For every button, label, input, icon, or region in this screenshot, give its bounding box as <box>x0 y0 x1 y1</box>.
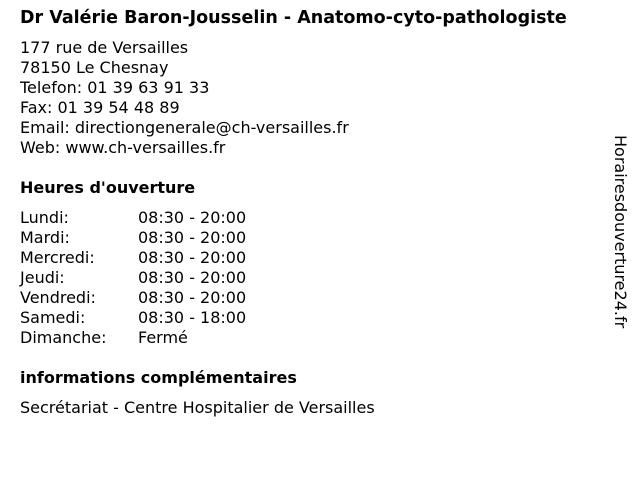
web-line: Web: www.ch-versailles.fr <box>20 138 226 157</box>
hours-time: 08:30 - 20:00 <box>138 228 247 247</box>
address-street: 177 rue de Versailles <box>20 38 189 57</box>
brand-watermark <box>610 135 630 345</box>
hours-row-tuesday <box>20 228 595 248</box>
hours-time: 08:30 - 20:00 <box>138 288 247 307</box>
opening-hours-heading: Heures d'ouverture <box>20 178 196 197</box>
hours-row-thursday <box>20 268 595 288</box>
hours-time: 08:30 - 20:00 <box>138 268 247 287</box>
hours-day: Mardi: <box>20 228 70 247</box>
brand-text: Horairesdouverture24.fr <box>611 135 630 329</box>
additional-info-text: Secrétariat - Centre Hospitalier de Versailles <box>20 398 375 417</box>
page-title: Dr Valérie Baron-Jousselin - Anatomo-cyto-pathologiste <box>20 8 567 28</box>
hours-row-friday <box>20 288 595 308</box>
hours-day: Lundi: <box>20 208 69 227</box>
hours-day: Mercredi: <box>20 248 95 267</box>
hours-time: 08:30 - 20:00 <box>138 208 247 227</box>
email-line: Email: directiongenerale@ch-versailles.fr <box>20 118 349 137</box>
hours-time: Fermé <box>138 328 188 347</box>
hours-day: Samedi: <box>20 308 86 327</box>
hours-row-wednesday <box>20 248 595 268</box>
hours-day: Jeudi: <box>20 268 65 287</box>
phone-line: Telefon: 01 39 63 91 33 <box>20 78 210 97</box>
hours-row-sunday <box>20 328 595 348</box>
hours-row-monday <box>20 208 595 228</box>
business-card <box>20 8 595 418</box>
hours-time: 08:30 - 18:00 <box>138 308 247 327</box>
hours-day: Vendredi: <box>20 288 96 307</box>
opening-hours-list <box>20 208 595 348</box>
hours-time: 08:30 - 20:00 <box>138 248 247 267</box>
fax-line: Fax: 01 39 54 48 89 <box>20 98 180 117</box>
additional-info-heading: informations complémentaires <box>20 368 297 387</box>
hours-day: Dimanche: <box>20 328 107 347</box>
hours-row-saturday <box>20 308 595 328</box>
address-city: 78150 Le Chesnay <box>20 58 169 77</box>
